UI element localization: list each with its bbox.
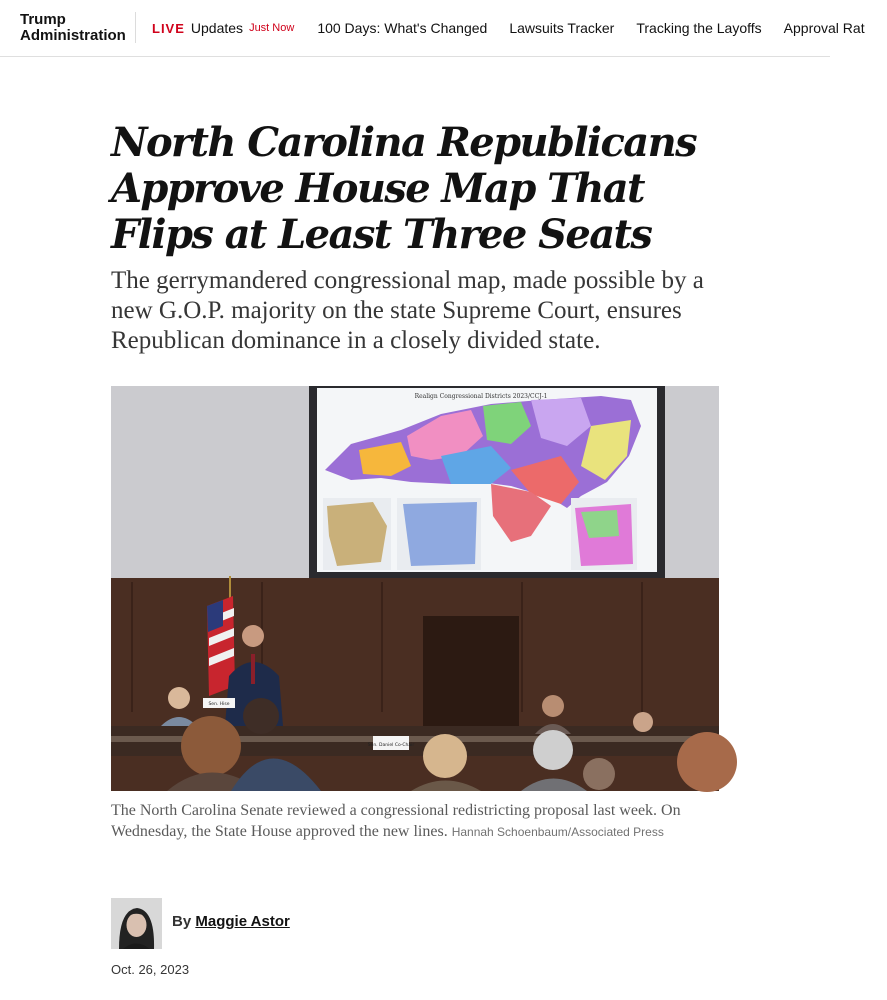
photo-credit: Hannah Schoenbaum/Associated Press [451,825,664,839]
top-nav [0,0,865,57]
updates-link[interactable]: Updates [190,20,244,36]
publish-date: Oct. 26, 2023 [111,962,190,977]
nameplate-hise: Sen. Hise [208,702,230,707]
nav-link-approval-rating[interactable]: Approval Rat [783,20,865,36]
photo-illustration [111,386,719,791]
nav-divider [135,12,136,43]
section-brand[interactable] [20,12,126,44]
byline-prefix: By [172,913,192,930]
nameplate-daniel: Sen. Daniel Co-Chair [367,743,415,748]
brand-line-1: Trump [20,11,66,28]
article-summary: The gerrymandered congressional map, made possible by a new G.O.P. majority on the state Supreme Court, ensures Republican dominance in a closely divided state. [111,267,704,354]
author-link[interactable]: Maggie Astor [195,913,290,930]
nav-link-tracking-layoffs[interactable]: Tracking the Layoffs [636,20,762,36]
just-now-badge: Just Now [249,22,295,34]
nav-link-lawsuits-tracker[interactable]: Lawsuits Tracker [509,20,615,36]
article-headline: North Carolina Republicans Approve House Map That Flips at Least Three Seats [111,119,697,258]
author-avatar[interactable] [111,898,162,949]
nav-items [152,0,887,56]
caption-text: The North Carolina Senate reviewed a congressional redistricting proposal last week. On Wednesday, the State House approved the new lines. [111,802,681,840]
photo-caption [111,800,711,843]
author-photo [111,898,162,949]
screen-title: Realign Congressional Districts 2023/CCJ-1 [414,393,548,400]
brand-line-2: Administration [20,27,126,44]
nav-link-100-days[interactable]: 100 Days: What's Changed [317,20,488,36]
live-label[interactable]: LIVE [152,20,185,36]
lead-photo[interactable] [111,386,719,791]
byline [172,913,290,930]
